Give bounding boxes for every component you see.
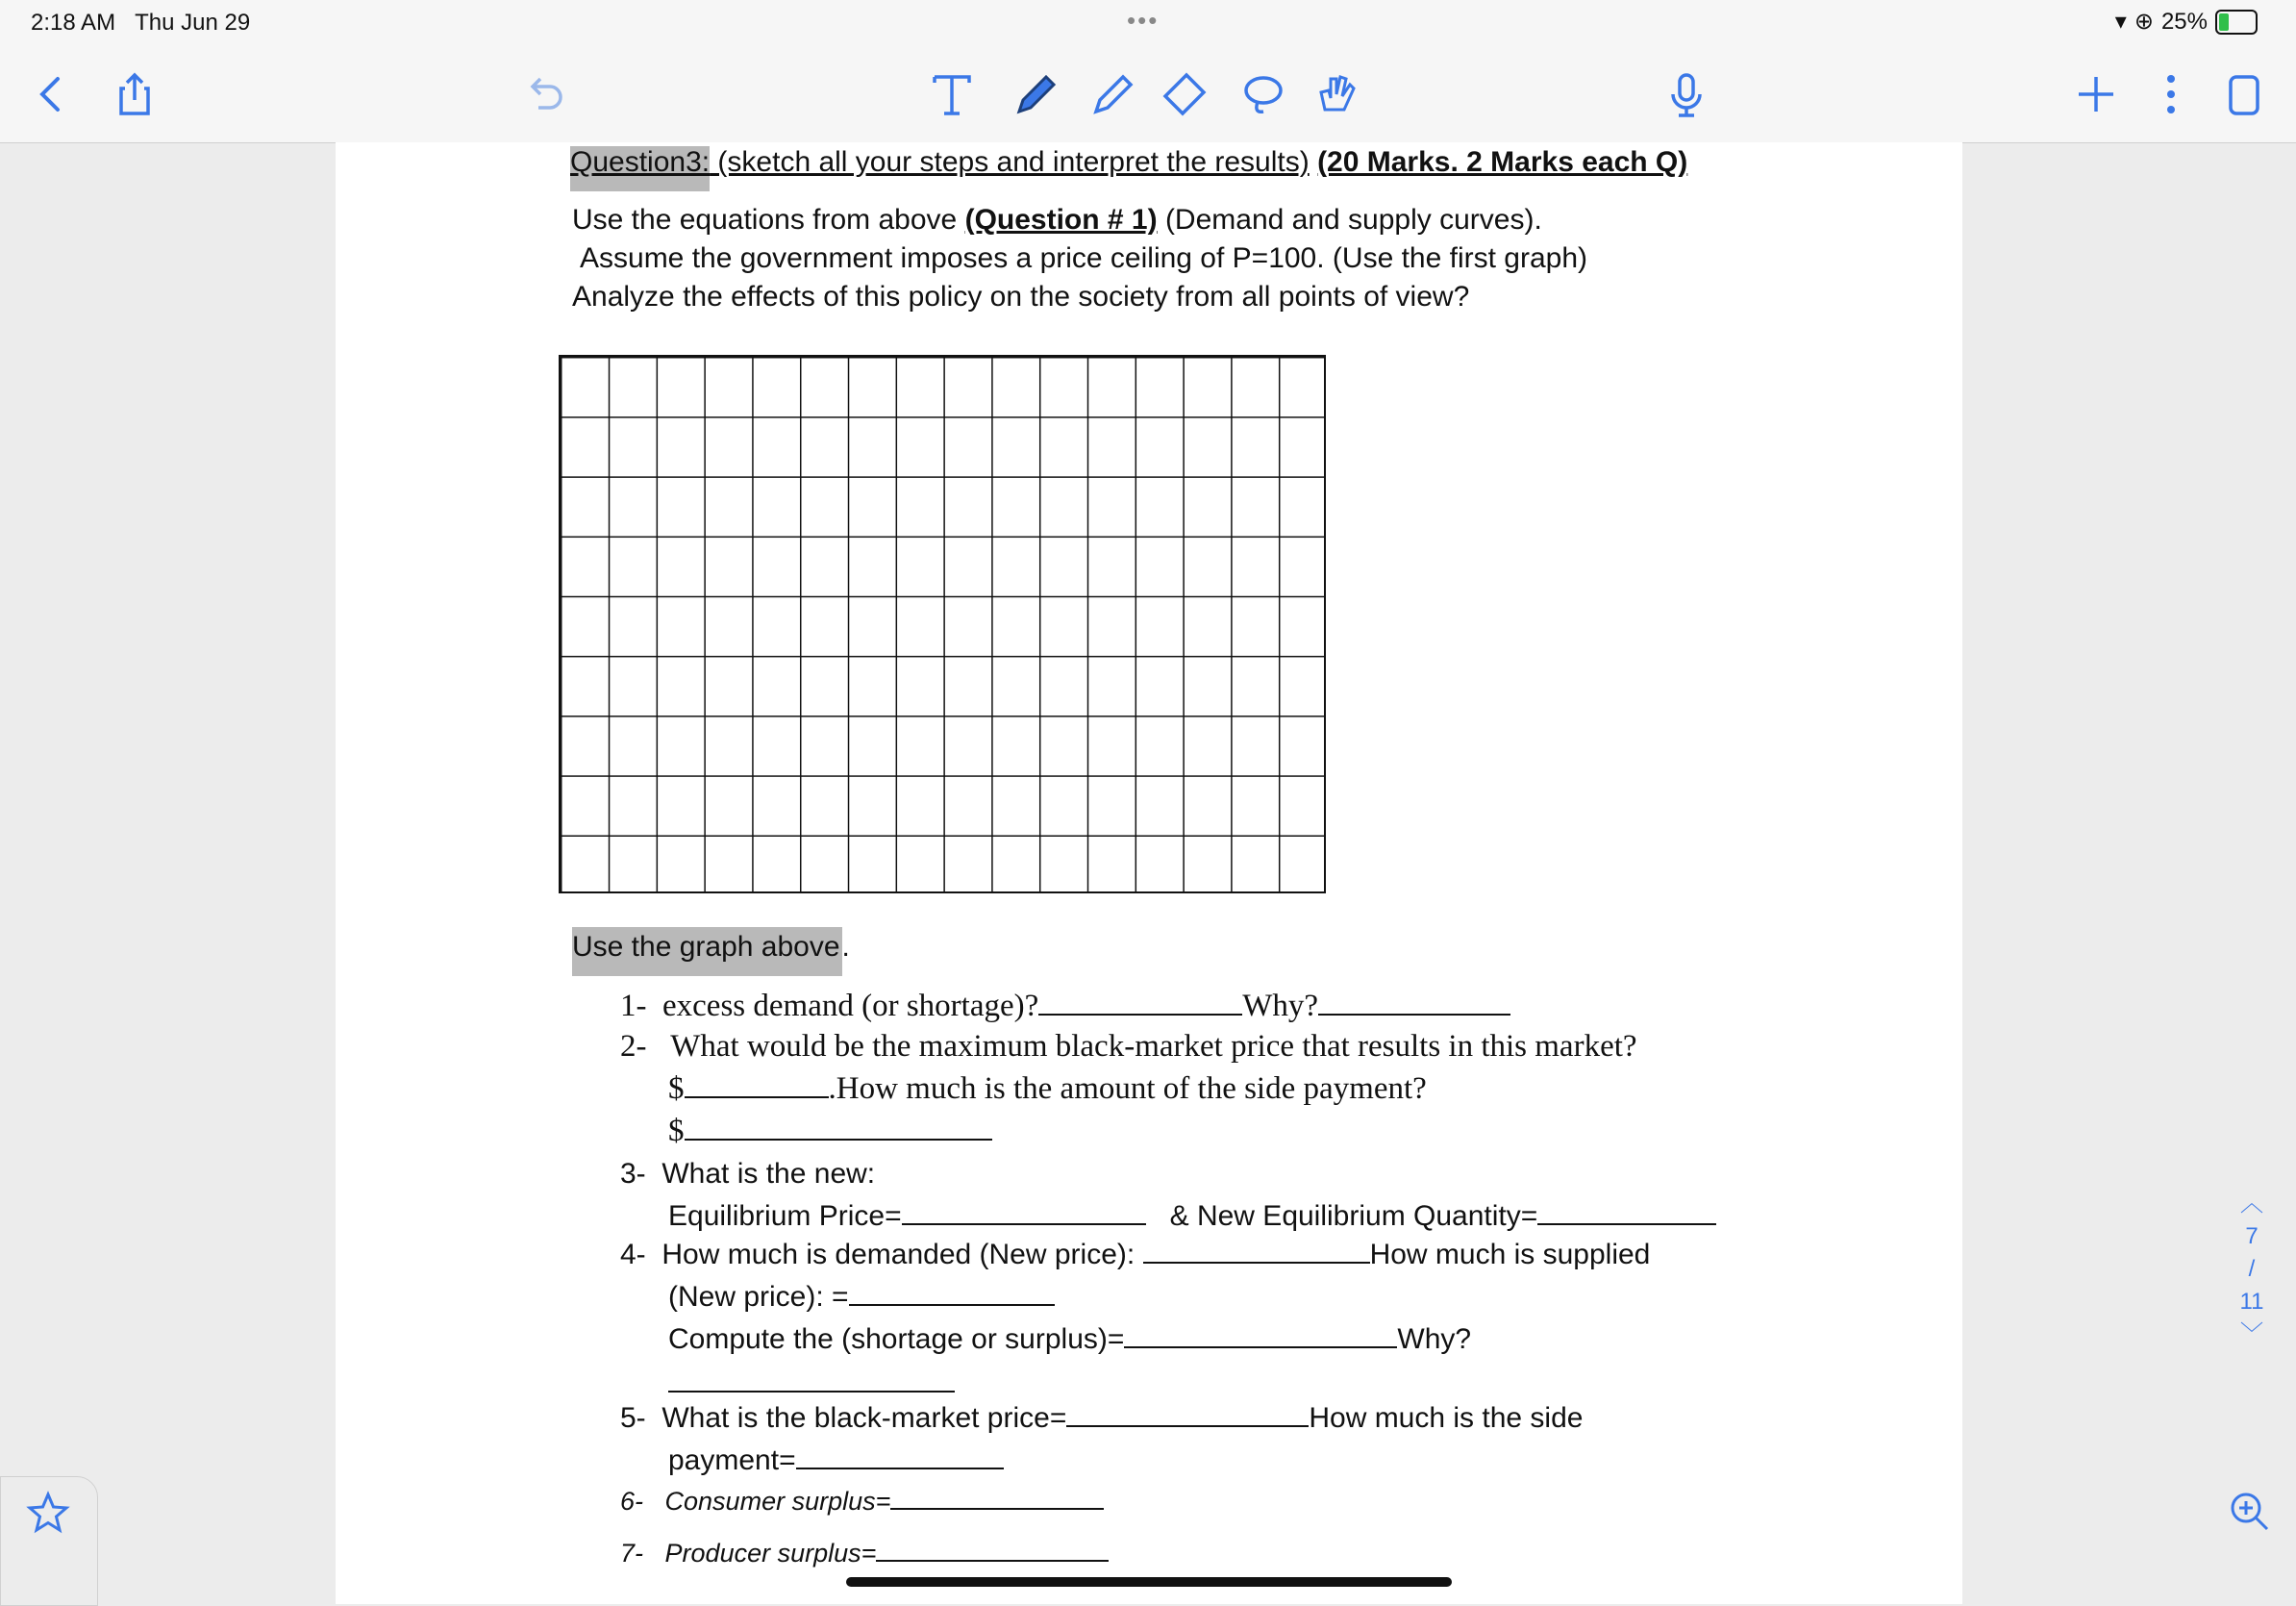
pencil-icon[interactable] <box>1010 67 1063 121</box>
graph-grid[interactable] <box>559 355 1326 893</box>
page-icon[interactable] <box>2217 67 2271 121</box>
lasso-icon[interactable] <box>1236 67 1290 121</box>
status-bar <box>0 0 2296 46</box>
toolbar <box>0 46 2296 143</box>
page-up-icon[interactable]: ︿ <box>2240 1191 2263 1217</box>
multitask-dots[interactable]: ••• <box>1127 6 1160 35</box>
zoom-in-icon[interactable] <box>2227 1489 2271 1533</box>
question-6: 6- Consumer surplus= <box>620 1487 1104 1517</box>
orientation-lock-icon: ⊕ <box>2134 9 2154 35</box>
answer-line <box>668 1391 955 1393</box>
instruction-line-1: Use the equations from above (Question # 1) (Demand and supply curves). <box>572 204 1542 236</box>
use-graph-label: Use the graph above. <box>572 931 850 964</box>
battery-percent: 25% <box>2160 8 2208 35</box>
question-2-side-payment: $ .How much is the amount of the side payment? <box>668 1071 1427 1106</box>
question-3-answers: Equilibrium Price= & New Equilibrium Quantity= <box>668 1200 1716 1233</box>
page-navigator[interactable] <box>2231 1188 2273 1351</box>
question-5: 5- What is the black-market price= How much is the side <box>620 1402 1584 1434</box>
text-tool-icon[interactable] <box>925 67 979 121</box>
wifi-icon: ▾ <box>2114 9 2127 35</box>
battery-icon <box>2215 10 2258 35</box>
question-title: Question3: (sketch all your steps and interpret the results) (20 Marks. 2 Marks each Q) <box>570 146 1687 179</box>
home-indicator[interactable] <box>846 1577 1452 1587</box>
current-page: 7 <box>2245 1223 2259 1249</box>
star-icon[interactable] <box>26 1491 70 1535</box>
question-4-new-price: (New price): = <box>668 1281 1055 1314</box>
question-2-dollar-answer: $ <box>668 1114 992 1149</box>
question-1: 1- excess demand (or shortage)? Why? <box>620 989 1510 1024</box>
status-right <box>2115 8 2258 36</box>
page-separator: / <box>2248 1256 2256 1282</box>
share-icon[interactable] <box>108 67 162 121</box>
favorite-panel <box>0 1476 98 1606</box>
hand-icon[interactable] <box>1310 67 1363 121</box>
question-4: 4- How much is demanded (New price): How much is supplied <box>620 1239 1651 1270</box>
instruction-line-3: Analyze the effects of this policy on the society from all points of view? <box>572 281 1470 313</box>
total-pages: 11 <box>2239 1289 2264 1315</box>
back-icon[interactable] <box>25 67 79 121</box>
question-3: 3- What is the new: <box>620 1158 876 1190</box>
question-7: 7- Producer surplus= <box>620 1539 1109 1568</box>
undo-icon[interactable] <box>517 67 571 121</box>
document-page[interactable] <box>336 142 1962 1604</box>
eraser-icon[interactable] <box>1158 67 1211 121</box>
instruction-line-2: Assume the government imposes a price ceiling of P=100. (Use the first graph) <box>580 242 1588 274</box>
page-down-icon[interactable]: ﹀ <box>2240 1321 2263 1347</box>
microphone-icon[interactable] <box>1660 67 1713 121</box>
question-2: 2- What would be the maximum black-market price that results in this market? <box>620 1029 1637 1064</box>
add-icon[interactable] <box>2069 67 2123 121</box>
question-5-payment: payment= <box>668 1444 1004 1477</box>
status-time: 2:18 AM Thu Jun 29 <box>31 10 251 36</box>
more-icon[interactable] <box>2144 67 2198 121</box>
highlighter-icon[interactable] <box>1086 67 1140 121</box>
question-4-compute: Compute the (shortage or surplus)= Why? <box>668 1323 1472 1355</box>
